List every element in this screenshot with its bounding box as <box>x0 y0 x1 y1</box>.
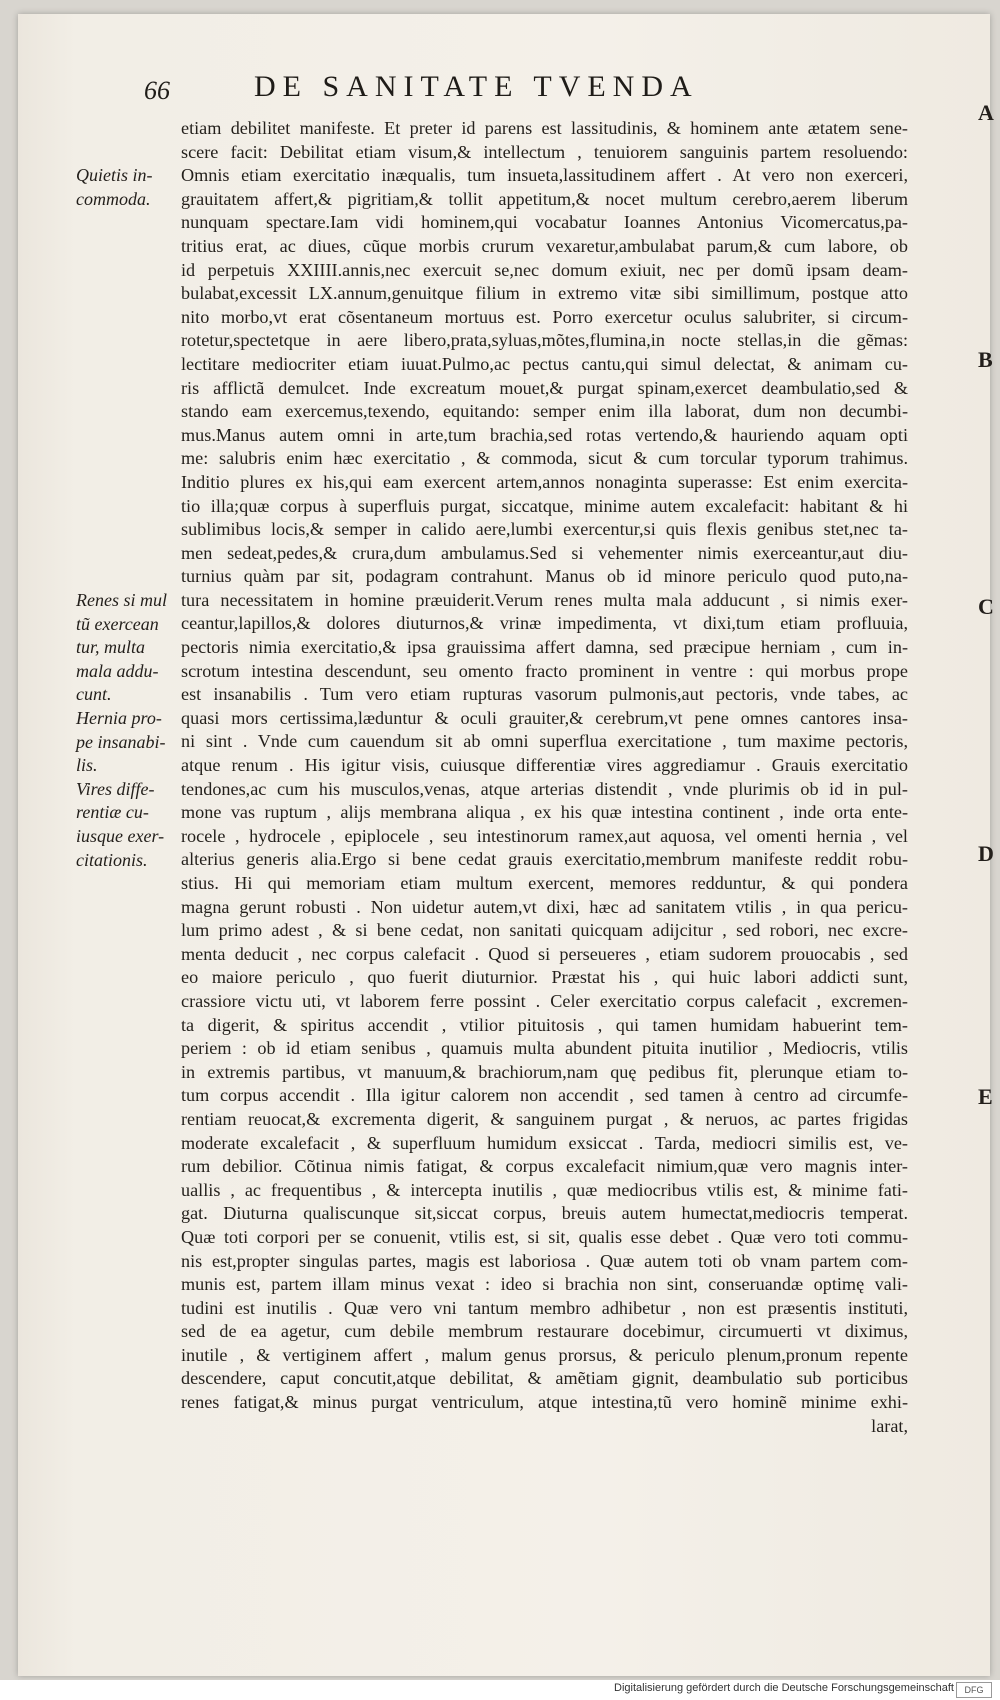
marginal-note-line: rentiæ cu- <box>76 802 149 823</box>
text-line: ni sint . Vnde cum cauendum sit ab omni superflua exercitatione , tum maxime pectoris, <box>181 731 908 752</box>
text-line: id perpetuis XXIIII.annis,nec exercuit se,nec domum exiuit, nec per domũ ipsam deam- <box>181 259 908 280</box>
text-line: stius. Hi qui memoriam etiam multum exercent, memores redduntur, & qui pondera <box>181 873 908 893</box>
text-line: larat, <box>871 1415 908 1436</box>
body-text <box>181 117 908 1438</box>
marginal-note-line: lis. <box>76 755 98 776</box>
text-line: rocele , hydrocele , epiplocele , seu intestinorum ramex,aut aquosa, vel omenti hernia , vel <box>181 825 908 846</box>
section-marker: B <box>978 347 993 372</box>
text-line: renes fatigat,& minus purgat ventriculum, atque intestina,tũ vero hominẽ minime exhi- <box>181 1392 908 1413</box>
text-line: est insanabilis . Tum vero etiam rupturas vasorum pulmonis,aut pectoris, vnde tabes, ac <box>181 684 908 705</box>
marginal-note-line: commoda. <box>76 188 151 209</box>
section-marker: D <box>978 841 994 866</box>
text-line: tendones,ac cum his musculos,venas, atque arterias distendit , vnde plurimis ob id in pul- <box>181 778 908 799</box>
text-line: eo maiore periculo , quo fuerit diuturnior. Præstat his , qui huic labori addicti sunt, <box>181 967 908 988</box>
text-line: turnius quàm par sit, podagram contrahunt. Manus ob id minore periculo quod puto,na- <box>181 566 908 587</box>
marginal-note-line: iusque exer- <box>76 825 165 846</box>
marginal-note-line: citationis. <box>76 849 148 870</box>
text-line: ris afflictã demulcet. Inde excreatum mouet,& purgat spinam,exercet deambulatio,sed & <box>181 377 908 398</box>
marginal-note <box>76 164 186 211</box>
text-line: lum primo adest , & si bene cedat, non sanitati quicquam adijcitur , sed robori, nec excre- <box>181 920 908 941</box>
text-line: Omnis etiam exercitatio inæqualis, tum insueta,lassitudinem affert . At vero non exerceri, <box>181 165 908 186</box>
text-line: grauitatem affert,& pigritiam,& tollit appetitum,& nocet multum cerebro,aerem liberum <box>181 188 908 209</box>
text-line: scere facit: Debilitat etiam visum,& intellectum , tenuiorem sanguinis partem resoluendo: <box>181 141 908 162</box>
text-line: Inditio plures ex his,qui eam exercent artem,annos nonaginta superasse: Est enim exercita- <box>181 471 908 492</box>
section-marker: E <box>978 1084 993 1109</box>
marginal-note-line: tur, multa <box>76 637 146 658</box>
marginal-note <box>76 589 186 707</box>
section-marker: A <box>978 100 994 125</box>
text-line: rum debilior. Cõtinua nimis fatigat, & corpus excalefacit nimium,quæ vero magnis inter- <box>181 1156 908 1177</box>
text-line: mus.Manus autem omni in arte,tum brachia,sed rotas vertendo,& hauriendo aquam opti <box>181 424 908 445</box>
text-line: magna gerunt robusti . Non uidetur autem,vt dixi, hæc ad sanitatem vtilis , in qua pericu- <box>181 896 908 917</box>
marginal-note <box>76 707 186 778</box>
book-page <box>18 14 994 1676</box>
text-line: tura necessitatem in homine præuiderit.Verum renes multa mala adducunt , si nimis exer- <box>181 589 908 610</box>
text-line: rotetur,spectetque in aere libero,prata,syluas,mõtes,flumina,in nocte stellas,in die gẽmas: <box>181 330 908 351</box>
marginal-note-line: Hernia pro- <box>76 708 162 728</box>
text-line: bulabat,excessit LX.annum,genuitque filium in extremo vitæ sibi simillimum, postque atto <box>181 283 908 304</box>
text-line: in extremis partibus, vt manuum,& brachiorum,nam quę pedibus fit, plerunque etiam to- <box>181 1061 908 1082</box>
text-line: Quæ toti corpori per se conuenit, vtilis est, si sit, qualis esse debet . Quæ vero toti commu- <box>181 1226 908 1247</box>
text-line: men sedeat,pedes,& crura,dum ambulamus.Sed si vehementer nimis exerceantur,aut diu- <box>181 542 908 563</box>
text-line: uallis , ac frequentibus , & intercepta inutilis , quæ mediocribus vtilis est, & minime fati- <box>181 1179 908 1200</box>
page-number: 66 <box>144 76 170 105</box>
text-line: quasi mors certissima,læduntur & oculi grauiter,& cerebrum,vt pene omnes cantores insa- <box>181 707 908 728</box>
marginal-note-line: Vires diffe- <box>76 778 155 799</box>
marginal-note <box>76 778 186 872</box>
text-line: crassiore victu uti, vt laborem ferre possint . Celer exercitatio corpus calefacit , excremen- <box>181 990 908 1011</box>
marginal-note-line: Quietis in- <box>76 165 153 186</box>
text-line: me: salubris enim hæc exercitatio , & commoda, sicut & cum torcular typorum trahimus. <box>181 448 908 469</box>
text-line: sublimibus locis,& semper in calido aere,lumbi exercentur,si quis flexis genibus stet,nec ta- <box>181 519 908 540</box>
text-line: ceantur,lapillos,& dolores diuturnos,& vrinæ impedimenta, vt dixi,tum etiam profluuia, <box>181 613 908 634</box>
text-line: pectoris nimia exercitatio,& ipsa grauissima affert damna, sed præcipue herniam , cum in- <box>181 637 908 658</box>
text-line: nis est,propter singulas partes, magis est laboriosa . Quæ autem toti ob vnam partem com- <box>181 1250 908 1271</box>
text-line: inutile , & vertiginem affert , malum genus prorsus, & periculo plenum,pronum repente <box>181 1344 908 1365</box>
page-header <box>144 70 904 110</box>
text-line: moderate excalefacit , & superfluum humidum exsiccat . Tarda, mediocri similis est, ve- <box>181 1132 908 1153</box>
text-line: scrotum intestina descendunt, seu omento fracto prominent in ventre : qui morbus prope <box>181 660 908 681</box>
digitization-credit: Digitalisierung gefördert durch die Deutsche Forschungsgemeinschaft <box>614 1682 954 1694</box>
text-line: periem : ob id etiam senibus , quamuis multa abundent pituita inutilior , Mediocris, vtilis <box>181 1038 908 1059</box>
marginal-note-line: pe insanabi- <box>76 731 166 752</box>
text-line: tum corpus accendit . Illa igitur calorem non accendit , sed tamen à centro ad circumfe- <box>181 1085 908 1106</box>
text-line: gat. Diuturna qualiscunque sit,siccat corpus, breuis autem humectat,mediocris temperat. <box>181 1203 908 1224</box>
text-line: menta deducit , nec corpus calefacit . Quod si perseueres , etiam sudorem prouocabis , sed <box>181 943 908 964</box>
text-line: mone vas ruptum , alijs membrana aliqua , ex his quæ intestina continent , inde orta ente- <box>181 802 908 823</box>
text-line: nunquam spectare.Iam vidi hominem,qui vocabatur Ioannes Antonius Vicomercatus,pa- <box>181 212 908 233</box>
marginal-note-line: Renes si mul <box>76 590 167 610</box>
text-line: rentiam reuocat,& excrementa digerit, & sanguinem purgat , & neruos, ac partes frigidas <box>181 1108 908 1129</box>
dfg-logo: DFG <box>956 1682 992 1698</box>
text-line: tudini est inutilis . Quæ vero vni tantum membro adhibetur , non est præsentis instituti, <box>181 1297 908 1318</box>
text-line: lectitare mediocriter etiam iuuat.Pulmo,ac pectus cantu,qui simul delectat, & animam cu- <box>181 353 908 374</box>
section-marker: C <box>978 594 994 619</box>
marginal-note-line: tũ exercean <box>76 613 159 634</box>
text-line: atque renum . His igitur visis, cuiusque differentiæ vires aggrediamur . Grauis exercitatio <box>181 755 908 776</box>
text-line: nito morbo,vt erat cõsentaneum mortuus est. Porro exercetur oculus salubriter, si circum- <box>181 306 908 327</box>
marginal-note-line: mala addu- <box>76 660 159 681</box>
text-line: stando eam exercemus,texendo, equitando: semper enim illa laborat, dum non decumbi- <box>181 401 908 422</box>
text-line: munis est, partem illam minus vexat : ideo si brachia non sint, conseruandæ optimę vali- <box>181 1274 908 1295</box>
text-line: etiam debilitet manifeste. Et preter id parens est lassitudinis, & hominem ante ætatem sene- <box>181 118 908 138</box>
text-line: alterius generis alia.Ergo si bene cedat grauis exercitatio,membrum manifeste reddit robu- <box>181 849 908 870</box>
text-line: descendere, caput concutit,atque debilitat, & amẽtiam gignit, deambulatio sub porticibus <box>181 1368 908 1389</box>
text-line: sed de ea agetur, cum debile membrum restaurare docebimur, circumuerti vt diximus, <box>181 1321 908 1342</box>
text-line: tritius erat, ac diues, cũque morbis crurum vexaretur,ambulabat parum,& cum labore, ob <box>181 235 908 256</box>
running-title: DE SANITATE TVENDA <box>254 70 699 103</box>
text-line: tio illa;quæ corpus à superfluis purgat, siccatque, minime autem excalefacit: habitant & hi <box>181 495 908 516</box>
marginal-note-line: cunt. <box>76 684 112 705</box>
text-line: ta digerit, & spiritus accendit , vtilior pituitosis , qui tamen humidam habuerint tem- <box>181 1014 908 1035</box>
